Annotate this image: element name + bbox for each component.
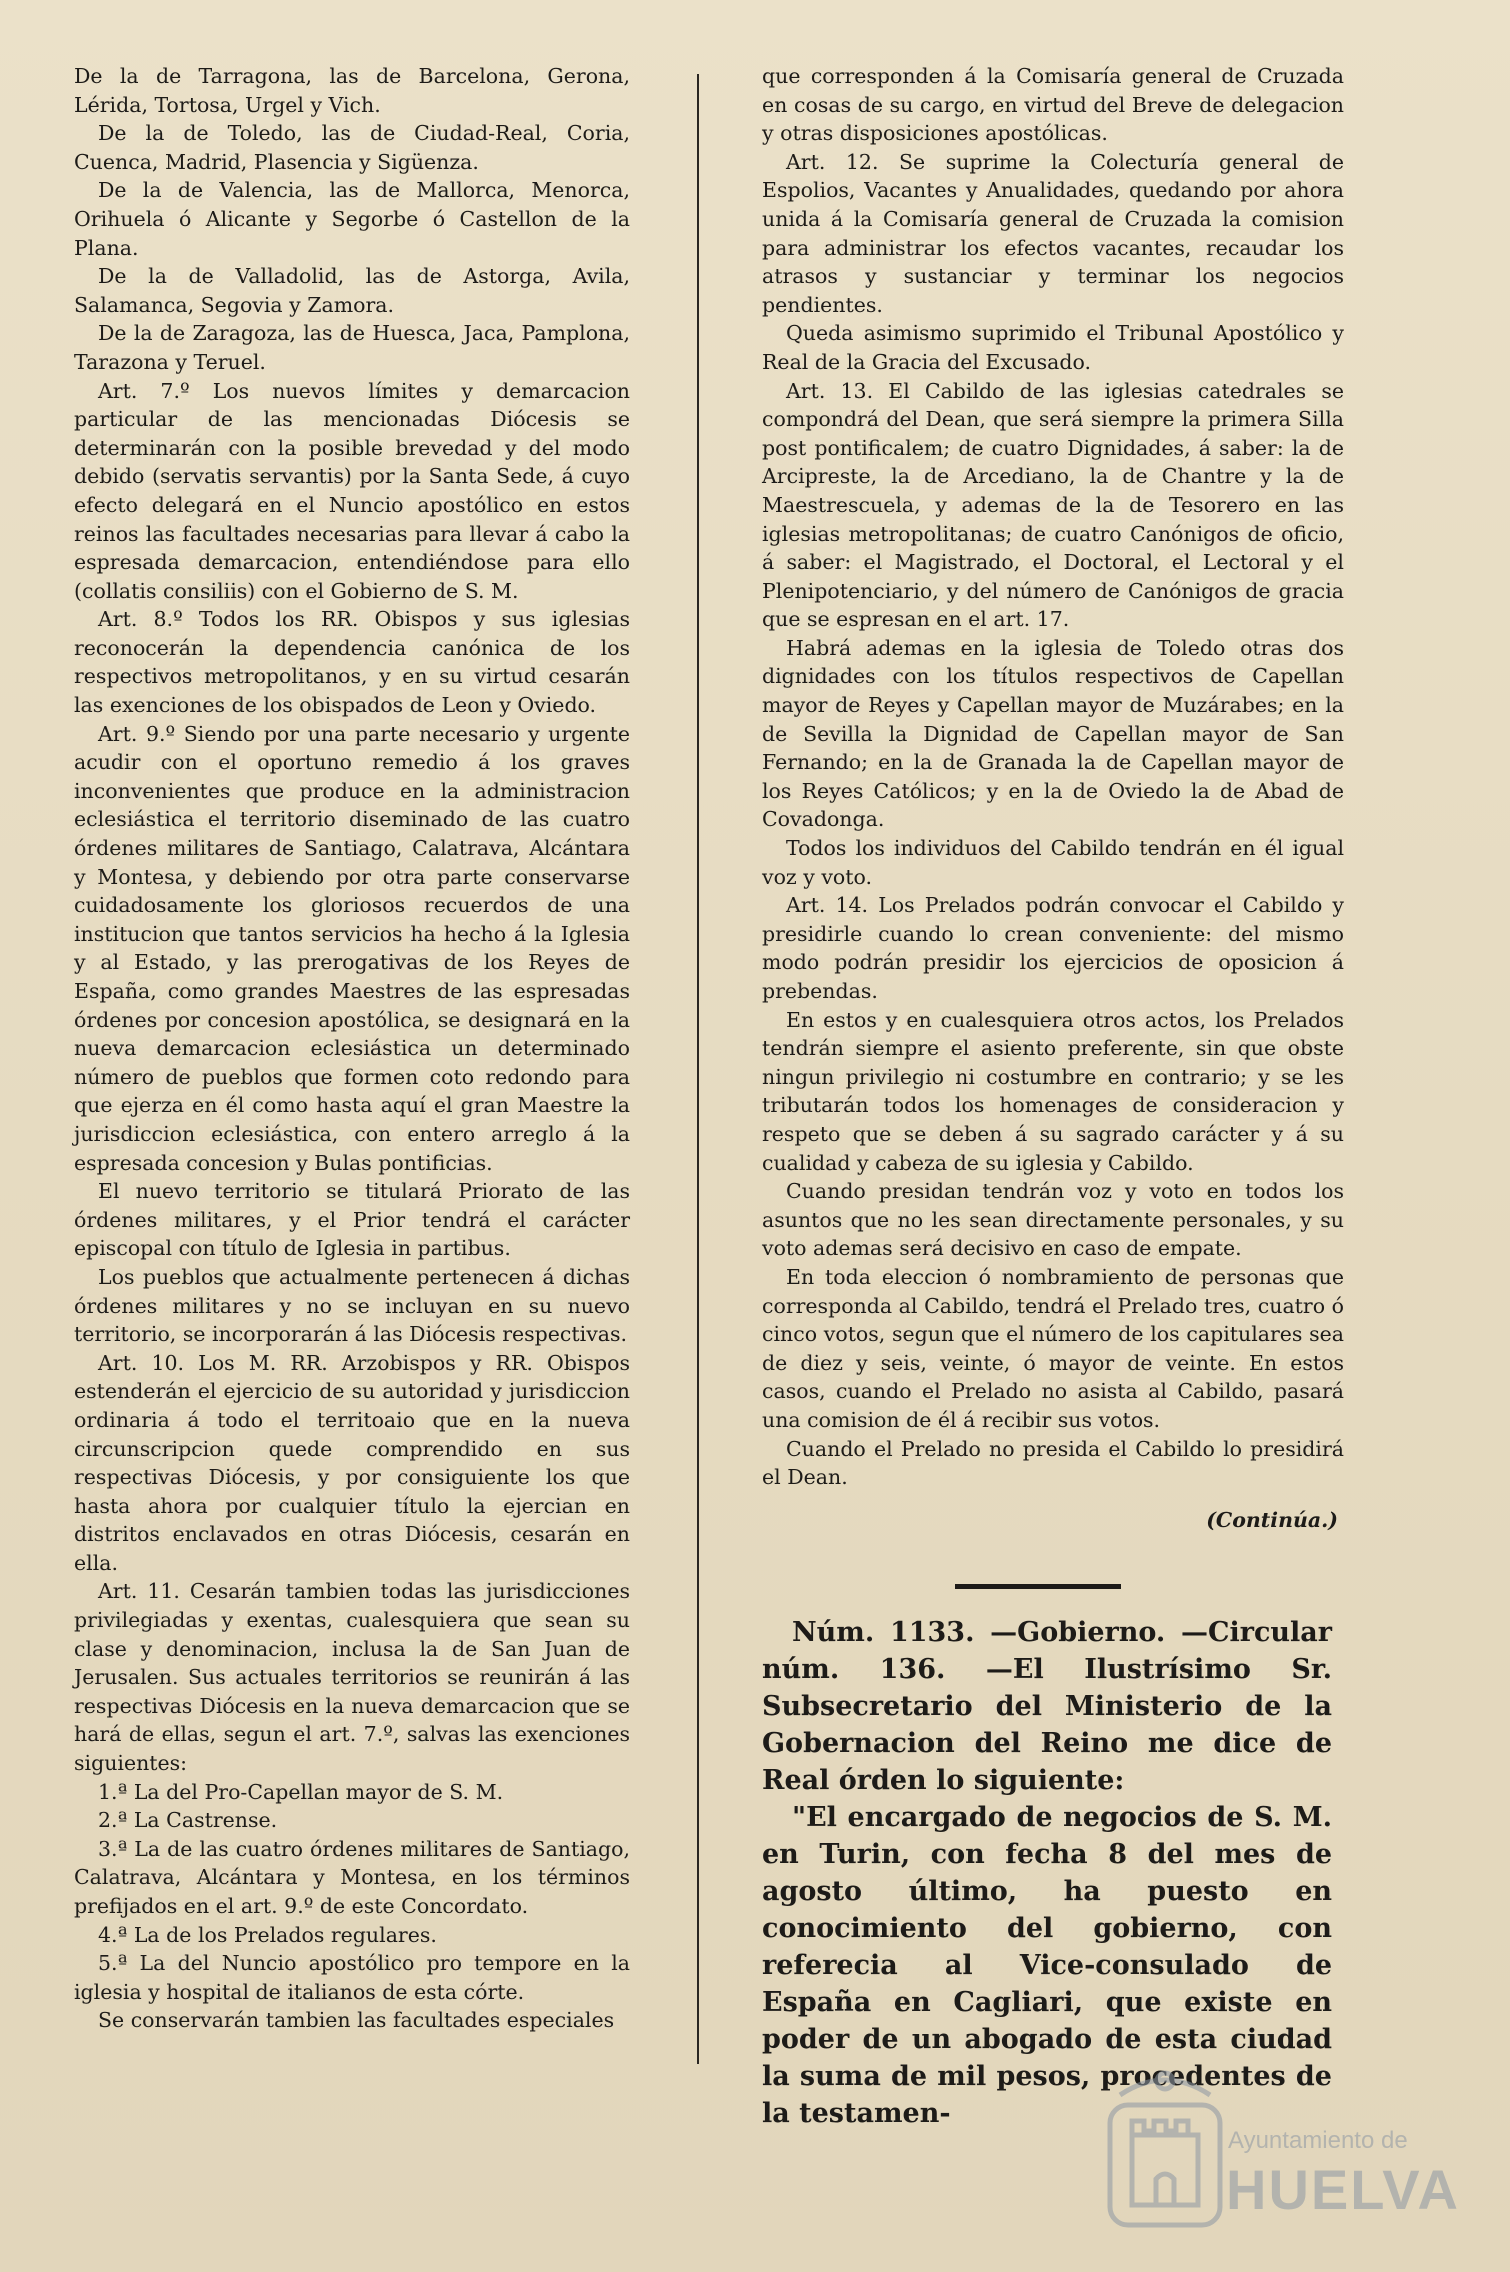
column-divider xyxy=(697,74,699,2064)
exemption-2: 2.ª La Castrense. xyxy=(98,1808,278,1833)
paragraph: Cuando presidan tendrán voz y voto en todos los asuntos que no les sean directamente personales, y su voto ademas será decisivo en caso de empate. xyxy=(762,1179,1344,1261)
seal-line-2: HUELVA xyxy=(1226,2158,1460,2221)
article-9: Art. 9.º Siendo por una parte necesario y urgente acudir con el oportuno remedio á los graves inconvenientes que produce en la administracion eclesiástica el territorio diseminado de las cuatro órdenes militares de Santiago, Calatrava, Alcántara y Montesa, y debiendo por otra parte conservarse cuidadosamente los gloriosos recuerdos de una institucion que tantos servicios ha hecho á la Iglesia y al Estado, y las prerogativas de los Reyes de España, como grandes Maestres de las espresadas órdenes por concesion apostólica, se designará en la nueva demarcacion eclesiástica un determinado número de pueblos que formen coto redondo para que ejerza en él como hasta aquí el gran Maestre la jurisdiccion eclesiástica, con entero arreglo á la espresada concesion y Bulas pontificias. xyxy=(74,721,630,1175)
exemption-1: 1.ª La del Pro-Capellan mayor de S. M. xyxy=(98,1779,504,1804)
paragraph: Todos los individuos del Cabildo tendrán en él igual voz y voto. xyxy=(762,836,1344,889)
paragraph: Los pueblos que actualmente pertenecen á dichas órdenes militares y no se incluyan en su nuevo territorio, se incorporarán á las Diócesis respectivas. xyxy=(74,1264,630,1347)
paragraph: Cuando el Prelado no presida el Cabildo lo presidirá el Dean. xyxy=(762,1436,1344,1490)
article-14: Art. 14. Los Prelados podrán convocar el Cabildo y presidirle cuando lo crean conveniente: del mismo modo podrán presidir los ejercicios de oposicion á prebendas. xyxy=(762,893,1344,1003)
paragraph: De la de Toledo, las de Ciudad-Real, Coria, Cuenca, Madrid, Plasencia y Sigüenza. xyxy=(74,121,630,174)
castle-crest-icon xyxy=(1090,2065,1240,2235)
article-11: Art. 11. Cesarán tambien todas las jurisdicciones privilegiadas y exentas, cualesquiera que sean su clase y denominacion, inclusa la de San Juan de Jerusalen. Sus actuales territorios se reunirán á las respectivas Diócesis en la nueva demarcacion que se hará de ellas, segun el art. 7.º, salvas las exenciones siguientes: xyxy=(74,1579,630,1776)
article-12: Art. 12. Se suprime la Colecturía general de Espolios, Vacantes y Anualidades, quedando por ahora unida á la Comisaría general de Cruzada la comision para administrar los efectos vacantes, recaudar los atrasos y sustanciar y terminar los negocios pendientes. xyxy=(762,149,1344,317)
paragraph: En estos y en cualesquiera otros actos, los Prelados tendrán siempre el asiento preferente, sin que obste ningun privilegio ni costumbre en contrario; y se les tributarán todos los homenages de consideracion y respeto que se deben á su sagrado carácter y á su cualidad y cabeza de su iglesia y Cabildo. xyxy=(762,1007,1344,1175)
paragraph: El nuevo territorio se titulará Priorato de las órdenes militares, y el Prior tendrá el carácter episcopal con título de Iglesia in partibus. xyxy=(74,1179,630,1261)
article-10: Art. 10. Los M. RR. Arzobispos y RR. Obispos estenderán el ejercicio de su autoridad y jurisdiccion ordinaria á todo el territoaio que en la nueva circunscripcion quede comprendido en sus respectivas Diócesis, y por consiguiente los que hasta ahora por cualquier título la ejercian en distritos enclavados en otras Diócesis, cesarán en ella. xyxy=(74,1350,630,1575)
section-divider xyxy=(955,1584,1121,1589)
exemption-4: 4.ª La de los Prelados regulares. xyxy=(98,1922,437,1947)
seal-line-1: Ayuntamiento de xyxy=(1228,2127,1408,2154)
circular-notice xyxy=(762,1614,1332,2132)
article-8: Art. 8.º Todos los RR. Obispos y sus iglesias reconocerán la dependencia canónica de los respectivos metropolitanos, y en su virtud cesarán las exenciones de los obispados de Leon y Oviedo. xyxy=(74,607,630,718)
paragraph: De la de Valladolid, las de Astorga, Avila, Salamanca, Segovia y Zamora. xyxy=(74,264,630,317)
right-column xyxy=(762,62,1344,1534)
left-column xyxy=(74,62,630,2035)
circular-heading: Núm. 1133. —Gobierno. —Circular núm. 136. —El Ilustrísimo Sr. Subsecretario del Ministerio de la Gobernacion del Reino me dice de Real órden lo siguiente: xyxy=(762,1617,1332,1796)
huelva-watermark xyxy=(1090,2065,1490,2245)
paragraph: Habrá ademas en la iglesia de Toledo otras dos dignidades con los títulos respectivos de Capellan mayor de Reyes y Capellan mayor de Muzárabes; en la de Sevilla la Dignidad de Capellan mayor de San Fernando; en la de Granada la de Capellan mayor de los Reyes Católicos; y en la de Oviedo la de Abad de Covadonga. xyxy=(762,635,1344,832)
paragraph: Queda asimismo suprimido el Tribunal Apostólico y Real de la Gracia del Excusado. xyxy=(762,321,1344,374)
continua-label: (Continúa.) xyxy=(1206,1507,1338,1532)
paragraph: De la de Valencia, las de Mallorca, Menorca, Orihuela ó Alicante y Segorbe ó Castellon de la Plana. xyxy=(74,178,630,260)
article-7: Art. 7.º Los nuevos límites y demarcacion particular de las mencionadas Diócesis se determinarán con la posible brevedad y del modo debido (servatis servantis) por la Santa Sede, á cuyo efecto delegará en el Nuncio apostólico en estos reinos las facultades necesarias para llevar á cabo la espresada demarcacion, entendiéndose para ello (collatis consiliis) con el Gobierno de S. M. xyxy=(74,378,630,603)
article-13: Art. 13. El Cabildo de las iglesias catedrales se compondrá del Dean, que será siempre la primera Silla post pontificalem; de cuatro Dignidades, á saber: la de Arcipreste, la de Arcediano, la de Chantre y la de Maestrescuela, y ademas de la de Tesorero en las iglesias metropolitanas; de cuatro Canónigos de oficio, á saber: el Magistrado, el Doctoral, el Lectoral y el Plenipotenciario, y del número de Canónigos de gracia que se espresan en el art. 17. xyxy=(762,378,1344,632)
circular-body: "El encargado de negocios de S. M. en Turin, con fecha 8 del mes de agosto último, ha puesto en conocimiento del gobierno, con referecia al Vice-consulado de España en Cagliari, que existe en poder de un abogado de esta ciudad la suma de mil pesos, procedentes de la testamen- xyxy=(762,1802,1332,2129)
exemption-3: 3.ª La de las cuatro órdenes militares de Santiago, Calatrava, Alcántara y Montesa, en los términos prefijados en el art. 9.º de este Concordato. xyxy=(74,1836,630,1918)
paragraph: que corresponden á la Comisaría general de Cruzada en cosas de su cargo, en virtud del Breve de delegacion y otras disposiciones apostólicas. xyxy=(762,64,1344,146)
paragraph: De la de Zaragoza, las de Huesca, Jaca, Pamplona, Tarazona y Teruel. xyxy=(74,321,630,374)
exemption-5: 5.ª La del Nuncio apostólico pro tempore en la iglesia y hospital de italianos de esta córte. xyxy=(74,1951,630,2004)
paragraph: De la de Tarragona, las de Barcelona, Gerona, Lérida, Tortosa, Urgel y Vich. xyxy=(74,64,630,117)
paragraph: En toda eleccion ó nombramiento de personas que corresponda al Cabildo, tendrá el Prelado tres, cuatro ó cinco votos, segun que el número de los capitulares sea de diez y seis, veinte, ó mayor de veinte. En estos casos, cuando el Prelado no asista al Cabildo, pasará una comision de él á recibir sus votos. xyxy=(762,1264,1344,1432)
paragraph: Se conservarán tambien las facultades especiales xyxy=(98,2008,615,2033)
